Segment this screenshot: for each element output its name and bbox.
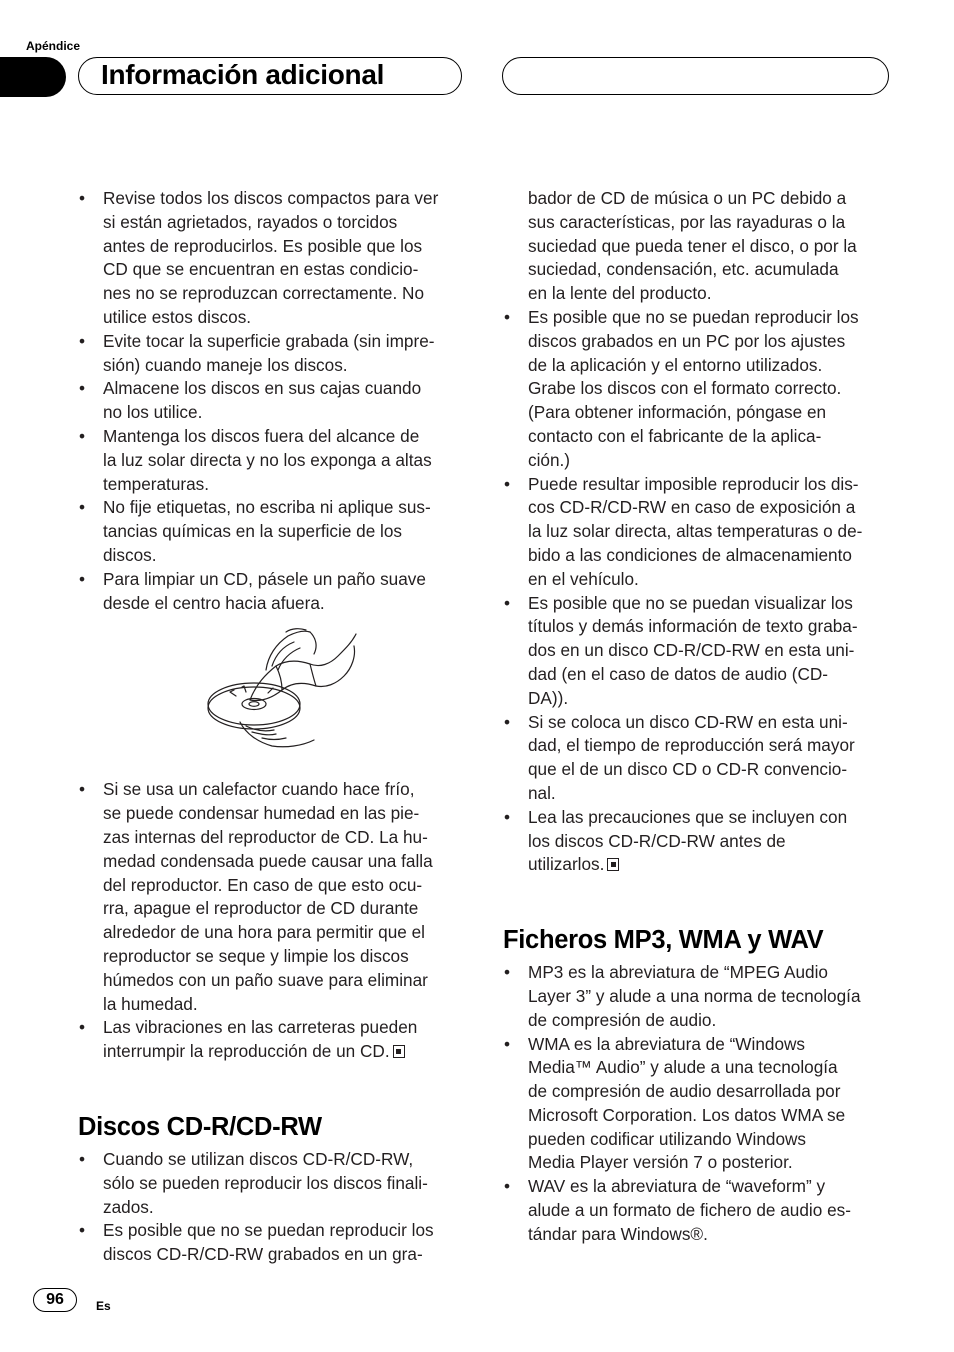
language-code: Es	[96, 1299, 111, 1313]
page-title: Información adicional	[101, 59, 385, 90]
list-item-text: Las vibraciones en las carreteras pueden interrumpir la reproducción de un CD.	[103, 1017, 418, 1062]
end-of-section-icon	[607, 858, 619, 871]
section-heading-mp3: Ficheros MP3, WMA y WAV	[503, 926, 824, 955]
list-item: • Revise todos los discos compactos para ver si están agrietados, rayados o torcidos antes de reproducirlos. Es posible que los CD que se encuentran en estas condicio- nes no se reproduzcan correctamente. No utilice estos discos.	[78, 187, 468, 330]
list-item: • Puede resultar imposible reproducir los dis- cos CD-R/CD-RW en caso de exposición a la luz solar directa, altas temperaturas o de- bido a las condiciones de almacenamiento en el vehículo.	[503, 473, 893, 592]
list-item: • Si se usa un calefactor cuando hace frío, se puede condensar humedad en las pie- zas internas del reproductor de CD. La hu- medad condensada puede causar una falla del reproductor. En caso de que esto ocu- rra, apague el reproductor de CD durante alrededor de una hora para permitir que el reproductor se seque y limpie los discos húmedos con un paño suave para eliminar la humedad.	[78, 778, 468, 1016]
section-heading-cdr: Discos CD-R/CD-RW	[78, 1112, 322, 1141]
end-of-section-icon	[393, 1045, 405, 1058]
list-item: • Es posible que no se puedan reproducir los discos grabados en un PC por los ajustes de la aplicación y el entorno utilizados. Grabe los discos con el formato correcto. (Para obtener información, póngase en contacto con el fabricante de la aplica- ción.)	[503, 306, 893, 473]
list-item: • Cuando se utilizan discos CD-R/CD-RW, sólo se pueden reproducir los discos finali- zados.	[78, 1148, 468, 1219]
list-item: • Es posible que no se puedan visualizar los títulos y demás información de texto graba- dos en un disco CD-R/CD-RW en esta uni- dad (en el caso de datos de audio (CD- DA)).	[503, 592, 893, 711]
list-item: • MP3 es la abreviatura de “MPEG Audio Layer 3” y alude a una norma de tecnología de compresión de audio.	[503, 961, 893, 1032]
section-tab-marker	[0, 57, 66, 97]
section-label: Apéndice	[26, 39, 81, 53]
cdr-list	[78, 1148, 468, 1267]
disc-care-list	[78, 187, 468, 615]
cdr-list-continued	[503, 306, 893, 877]
list-item: • WAV es la abreviatura de “waveform” y alude a un formato de fichero de audio es- tándar para Windows®.	[503, 1175, 893, 1246]
mp3-list	[503, 961, 893, 1247]
right-column	[503, 187, 893, 1247]
disc-care-list-continued	[78, 778, 468, 1064]
page-title-frame	[78, 57, 462, 95]
list-item-text: Lea las precauciones que se incluyen con los discos CD-R/CD-RW antes de utilizarlos.	[528, 806, 848, 875]
list-item: • Si se coloca un disco CD-RW en esta uni- dad, el tiempo de reproducción será mayor que el de un disco CD o CD-R convencio- nal.	[503, 711, 893, 806]
list-item: • Es posible que no se puedan reproducir los discos CD-R/CD-RW grabados en un gra-	[78, 1219, 468, 1267]
page-number: 96	[33, 1288, 77, 1312]
list-item: • Para limpiar un CD, pásele un paño suave desde el centro hacia afuera.	[78, 568, 468, 616]
header-empty-frame	[502, 57, 889, 95]
cd-cleaning-illustration	[206, 626, 362, 750]
list-item: • Evite tocar la superficie grabada (sin impre- sión) cuando maneje los discos.	[78, 330, 468, 378]
list-item: • WMA es la abreviatura de “Windows Media™ Audio” y alude a una tecnología de compresión de audio desarrollada por Microsoft Corporation. Los datos WMA se pueden codificar utilizando Windows Media Player versión 7 o posterior.	[503, 1033, 893, 1176]
list-item	[78, 1016, 468, 1064]
list-item: • Almacene los discos en sus cajas cuando no los utilice.	[78, 377, 468, 425]
list-item: • No fije etiquetas, no escriba ni aplique sus- tancias químicas en la superficie de los discos.	[78, 496, 468, 567]
continued-paragraph: bador de CD de música o un PC debido a sus características, por las rayaduras o la suciedad que pueda tener el disco, o por la suciedad, condensación, etc. acumulada en la lente del producto.	[528, 188, 857, 304]
list-item	[503, 806, 893, 877]
list-item: • Mantenga los discos fuera del alcance de la luz solar directa y no los exponga a altas temperaturas.	[78, 425, 468, 496]
